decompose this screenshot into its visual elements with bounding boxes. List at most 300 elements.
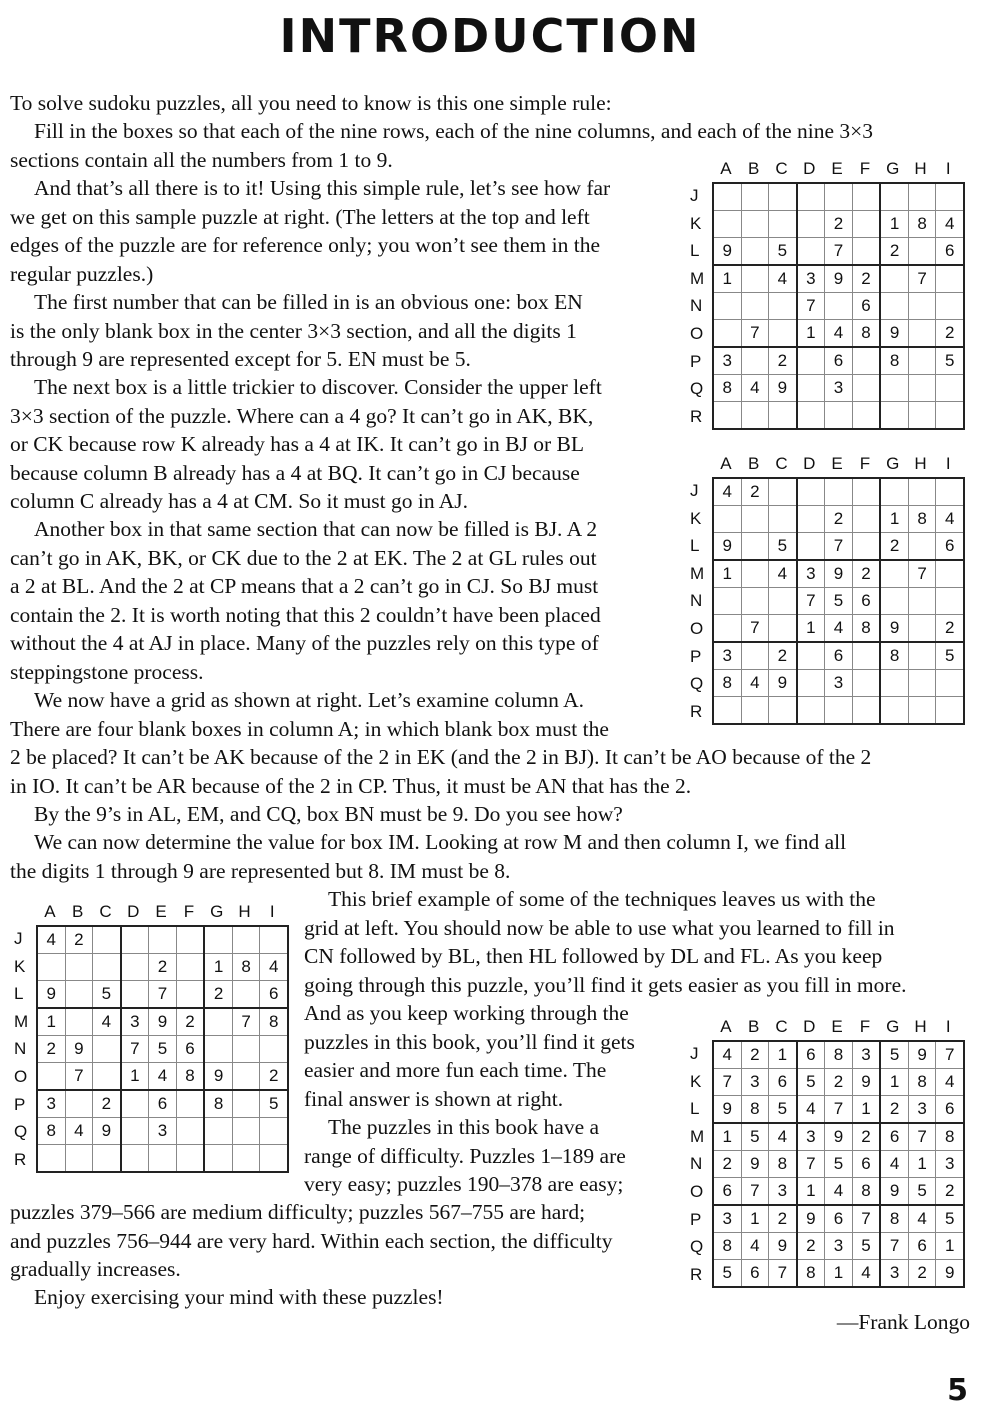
sudoku-cell: 2 xyxy=(936,615,964,643)
sudoku-cell: 8 xyxy=(37,1118,65,1145)
sudoku-cell: 9 xyxy=(713,238,741,266)
column-label: I xyxy=(269,902,275,921)
sudoku-cell: 2 xyxy=(65,926,93,954)
sudoku-cell: 8 xyxy=(908,506,936,533)
sudoku-cell xyxy=(825,478,853,506)
paragraph-4 xyxy=(10,288,670,374)
sudoku-cell: 8 xyxy=(908,211,936,238)
sudoku-cell: 6 xyxy=(825,347,853,375)
sudoku-cell xyxy=(176,981,204,1009)
sudoku-cell: 7 xyxy=(121,1036,149,1063)
sudoku-cell: 3 xyxy=(936,1151,964,1178)
column-label: A xyxy=(44,902,56,921)
paragraph-12 xyxy=(10,1283,690,1312)
sudoku-cell: 6 xyxy=(936,533,964,561)
column-label: G xyxy=(886,454,900,473)
column-label: H xyxy=(914,1017,927,1036)
sudoku-cell: 1 xyxy=(37,1008,65,1036)
sudoku-cell: 6 xyxy=(741,1260,769,1288)
sudoku-cell xyxy=(769,506,797,533)
row-label: K xyxy=(690,1071,702,1091)
column-label: G xyxy=(210,902,224,921)
sudoku-cell: 3 xyxy=(769,1178,797,1206)
row-label: P xyxy=(690,1209,702,1229)
sudoku-cell: 4 xyxy=(825,320,853,348)
sudoku-cell: 3 xyxy=(713,642,741,670)
sudoku-cell: 3 xyxy=(825,375,853,402)
sudoku-cell: 2 xyxy=(260,1063,288,1091)
sudoku-cell: 8 xyxy=(880,642,908,670)
text-line: very easy; puzzles 190–378 are easy; xyxy=(304,1172,624,1196)
sudoku-cell xyxy=(908,533,936,561)
sudoku-table xyxy=(712,477,965,725)
sudoku-cell: 6 xyxy=(260,981,288,1009)
sudoku-cell: 4 xyxy=(741,1233,769,1260)
row-label: R xyxy=(690,406,703,426)
sudoku-cell: 1 xyxy=(713,1123,741,1151)
sudoku-cell xyxy=(121,1090,149,1118)
row-label: N xyxy=(690,1154,703,1174)
signature: —Frank Longo xyxy=(836,1310,970,1334)
sudoku-cell xyxy=(65,1008,93,1036)
sudoku-cell: 7 xyxy=(936,1041,964,1069)
sudoku-cell xyxy=(37,1063,65,1091)
sudoku-cell xyxy=(121,926,149,954)
sudoku-cell: 9 xyxy=(769,375,797,402)
sudoku-cell: 7 xyxy=(741,615,769,643)
sudoku-table xyxy=(36,925,289,1173)
sudoku-cell: 4 xyxy=(852,1260,880,1288)
sudoku-cell: 7 xyxy=(825,533,853,561)
column-label: E xyxy=(831,1017,843,1036)
sudoku-cell xyxy=(852,642,880,670)
sudoku-cell xyxy=(93,926,121,954)
sudoku-cell: 9 xyxy=(825,1123,853,1151)
sudoku-cell: 9 xyxy=(880,615,908,643)
sudoku-cell: 1 xyxy=(880,1069,908,1096)
text-line: And as you keep working through the xyxy=(304,1001,629,1025)
sudoku-cell xyxy=(149,926,177,954)
sudoku-cell xyxy=(204,1008,232,1036)
text-line: sections contain all the numbers from 1 to 9. xyxy=(10,147,393,172)
sudoku-cell: 9 xyxy=(936,1260,964,1288)
sudoku-cell: 1 xyxy=(769,1041,797,1069)
text-line: range of difficulty. Puzzles 1–189 are xyxy=(304,1143,626,1168)
sudoku-cell xyxy=(797,211,825,238)
sudoku-cell xyxy=(825,183,853,211)
sudoku-cell xyxy=(741,211,769,238)
text-line: the digits 1 through 9 are represented but 8. IM must be 8. xyxy=(10,858,511,883)
sudoku-cell xyxy=(741,533,769,561)
row-label: O xyxy=(690,324,704,343)
sudoku-cell: 8 xyxy=(260,1008,288,1036)
row-label: L xyxy=(690,536,700,556)
sudoku-cell xyxy=(936,293,964,320)
sudoku-cell: 5 xyxy=(769,1096,797,1124)
sudoku-cell: 7 xyxy=(908,1123,936,1151)
row-label: Q xyxy=(690,674,704,694)
sudoku-cell: 4 xyxy=(769,560,797,588)
sudoku-cell xyxy=(713,588,741,615)
sudoku-cell xyxy=(880,588,908,615)
sudoku-cell xyxy=(713,506,741,533)
column-label: I xyxy=(945,1017,951,1036)
text-line: To solve sudoku puzzles, all you need to know is this one simple rule: xyxy=(10,91,612,115)
sudoku-cell xyxy=(908,478,936,506)
sudoku-cell: 4 xyxy=(260,954,288,981)
sudoku-cell: 9 xyxy=(713,1096,741,1124)
sudoku-cell: 8 xyxy=(741,1096,769,1124)
sudoku-cell xyxy=(741,560,769,588)
sudoku-cell: 8 xyxy=(908,1069,936,1096)
row-label: J xyxy=(690,481,699,500)
paragraph-8 xyxy=(10,800,950,829)
text-line: we get on this sample puzzle at right. (The letters at the top and left xyxy=(10,204,590,229)
sudoku-cell: 3 xyxy=(37,1090,65,1118)
sudoku-cell: 9 xyxy=(825,265,853,293)
row-label: P xyxy=(14,1094,26,1114)
sudoku-cell xyxy=(37,954,65,981)
sudoku-cell xyxy=(908,238,936,266)
text-line: regular puzzles.) xyxy=(10,261,154,286)
sudoku-cell: 9 xyxy=(93,1118,121,1145)
sudoku-cell xyxy=(880,670,908,697)
text-line: can’t go in AK, BK, or CK due to the 2 at EK. The 2 at GL rules out xyxy=(10,545,597,570)
sudoku-cell: 4 xyxy=(880,1151,908,1178)
sudoku-cell xyxy=(797,478,825,506)
sudoku-cell: 3 xyxy=(852,1041,880,1069)
column-label: F xyxy=(859,1017,871,1036)
sudoku-cell: 6 xyxy=(825,642,853,670)
sudoku-cell: 9 xyxy=(37,981,65,1009)
sudoku-cell: 6 xyxy=(880,1123,908,1151)
text-line: column C already has a 4 at CM. So it must go in AJ. xyxy=(10,489,469,513)
sudoku-cell xyxy=(121,1145,149,1173)
sudoku-cell: 1 xyxy=(852,1096,880,1124)
sudoku-cell: 8 xyxy=(232,954,260,981)
text-line: because column B already has a 4 at BQ. It can’t go in CJ because xyxy=(10,460,580,485)
sudoku-cell: 3 xyxy=(825,1233,853,1260)
sudoku-cell xyxy=(232,1145,260,1173)
sudoku-cell: 2 xyxy=(936,320,964,348)
sudoku-cell: 6 xyxy=(852,1151,880,1178)
sudoku-cell xyxy=(769,615,797,643)
column-label: A xyxy=(720,1017,732,1036)
text-line: puzzles in this book, you’ll find it gets xyxy=(304,1029,635,1054)
sudoku-cell xyxy=(880,402,908,430)
sudoku-cell xyxy=(769,183,797,211)
text-line: We can now determine the value for box IM. Looking at row M and then column I, we find all xyxy=(34,830,847,854)
sudoku-cell: 2 xyxy=(37,1036,65,1063)
text-line: 3×3 section of the puzzle. Where can a 4 go? It can’t go in AK, BK, xyxy=(10,403,594,428)
row-label: P xyxy=(690,351,702,371)
sudoku-cell xyxy=(825,293,853,320)
sudoku-cell: 8 xyxy=(769,1151,797,1178)
sudoku-cell: 8 xyxy=(852,320,880,348)
sudoku-cell: 1 xyxy=(797,1178,825,1206)
text-line: 2 be placed? It can’t be AK because of the 2 in EK (and the 2 in BJ). It can’t be AO because of the 2 xyxy=(10,745,872,769)
sudoku-cell xyxy=(232,1090,260,1118)
sudoku-cell xyxy=(936,697,964,725)
paragraph-3 xyxy=(10,174,670,288)
sudoku-cell: 7 xyxy=(797,1151,825,1178)
sudoku-cell: 2 xyxy=(825,211,853,238)
sudoku-cell xyxy=(741,183,769,211)
sudoku-cell: 2 xyxy=(852,265,880,293)
sudoku-cell xyxy=(121,1118,149,1145)
sudoku-cell xyxy=(204,1036,232,1063)
sudoku-cell: 5 xyxy=(936,347,964,375)
sudoku-cell: 5 xyxy=(769,533,797,561)
row-label: K xyxy=(690,508,702,528)
sudoku-cell xyxy=(713,211,741,238)
paragraph-6 xyxy=(10,515,670,686)
column-label: E xyxy=(831,159,843,178)
row-label: L xyxy=(690,241,700,261)
sudoku-cell xyxy=(713,320,741,348)
text-line: and puzzles 756–944 are very hard. Within each section, the difficulty xyxy=(10,1228,613,1253)
sudoku-cell xyxy=(880,697,908,725)
text-line: contain the 2. It is worth noting that this 2 couldn’t have been placed xyxy=(10,602,601,627)
sudoku-cell xyxy=(741,293,769,320)
sudoku-cell xyxy=(121,954,149,981)
text-line: going through this puzzle, you’ll find it gets easier as you fill in more. xyxy=(304,972,907,997)
sudoku-cell xyxy=(93,954,121,981)
sudoku-cell xyxy=(204,926,232,954)
sudoku-cell xyxy=(852,533,880,561)
sudoku-cell xyxy=(204,1145,232,1173)
sudoku-cell: 4 xyxy=(713,1041,741,1069)
column-label: B xyxy=(72,902,84,921)
sudoku-cell: 3 xyxy=(825,670,853,697)
paragraph-10a xyxy=(304,885,974,999)
row-label: O xyxy=(14,1067,28,1086)
sudoku-cell xyxy=(936,478,964,506)
column-label: A xyxy=(720,159,732,178)
sudoku-cell xyxy=(936,670,964,697)
sudoku-table xyxy=(712,1040,965,1288)
sudoku-cell xyxy=(769,320,797,348)
sudoku-cell xyxy=(936,375,964,402)
sudoku-cell xyxy=(232,981,260,1009)
sudoku-cell: 9 xyxy=(908,1041,936,1069)
sudoku-cell xyxy=(852,402,880,430)
sudoku-cell: 4 xyxy=(713,478,741,506)
sudoku-cell: 7 xyxy=(880,1233,908,1260)
sudoku-cell xyxy=(65,1090,93,1118)
sudoku-cell xyxy=(769,402,797,430)
sudoku-cell xyxy=(769,211,797,238)
text-line: Another box in that same section that can now be filled is BJ. A 2 xyxy=(34,517,598,541)
sudoku-cell xyxy=(908,293,936,320)
sudoku-cell xyxy=(908,183,936,211)
sudoku-cell: 9 xyxy=(769,670,797,697)
sudoku-cell: 1 xyxy=(880,211,908,238)
sudoku-cell xyxy=(825,402,853,430)
sudoku-cell xyxy=(797,533,825,561)
sudoku-cell xyxy=(769,293,797,320)
sudoku-cell: 5 xyxy=(908,1178,936,1206)
sudoku-cell: 9 xyxy=(825,560,853,588)
sudoku-cell: 2 xyxy=(936,1178,964,1206)
sudoku-cell: 6 xyxy=(936,1096,964,1124)
column-label: C xyxy=(775,1017,788,1036)
sudoku-cell: 7 xyxy=(65,1063,93,1091)
row-label: M xyxy=(14,1011,29,1031)
sudoku-cell xyxy=(936,265,964,293)
sudoku-cell: 6 xyxy=(936,238,964,266)
sudoku-cell xyxy=(769,588,797,615)
sudoku-cell: 4 xyxy=(37,926,65,954)
sudoku-cell: 3 xyxy=(797,265,825,293)
sudoku-cell: 4 xyxy=(936,1069,964,1096)
row-label: M xyxy=(690,268,705,288)
sudoku-cell: 5 xyxy=(852,1233,880,1260)
sudoku-cell: 4 xyxy=(825,615,853,643)
sudoku-cell: 6 xyxy=(149,1090,177,1118)
sudoku-cell xyxy=(852,375,880,402)
sudoku-cell: 4 xyxy=(741,375,769,402)
row-label: P xyxy=(690,646,702,666)
sudoku-cell xyxy=(936,560,964,588)
sudoku-cell: 3 xyxy=(908,1096,936,1124)
text-line: By the 9’s in AL, EM, and CQ, box BN must be 9. Do you see how? xyxy=(34,802,623,826)
sudoku-cell xyxy=(797,670,825,697)
sudoku-cell xyxy=(176,1090,204,1118)
sudoku-cell: 4 xyxy=(769,1123,797,1151)
row-label: R xyxy=(14,1149,27,1169)
sudoku-cell: 9 xyxy=(65,1036,93,1063)
row-label: J xyxy=(14,929,23,948)
sudoku-cell: 4 xyxy=(908,1205,936,1233)
sudoku-cell xyxy=(880,478,908,506)
sudoku-cell xyxy=(713,293,741,320)
sudoku-cell: 3 xyxy=(797,560,825,588)
sudoku-cell: 8 xyxy=(713,1233,741,1260)
column-label: F xyxy=(859,454,871,473)
sudoku-cell xyxy=(908,588,936,615)
sudoku-cell xyxy=(797,183,825,211)
text-line: gradually increases. xyxy=(10,1257,181,1281)
text-line: a 2 at BL. And the 2 at CP means that a 2 can’t go in CJ. So BJ must xyxy=(10,574,599,598)
row-label: K xyxy=(14,956,26,976)
sudoku-cell xyxy=(880,293,908,320)
sudoku-cell: 3 xyxy=(741,1069,769,1096)
sudoku-cell xyxy=(93,1036,121,1063)
sudoku-cell xyxy=(852,478,880,506)
sudoku-cell xyxy=(797,642,825,670)
column-label: F xyxy=(183,902,195,921)
sudoku-cell: 8 xyxy=(204,1090,232,1118)
row-label: N xyxy=(14,1039,27,1059)
sudoku-cell: 5 xyxy=(741,1123,769,1151)
sudoku-cell xyxy=(880,375,908,402)
sudoku-cell: 4 xyxy=(825,1178,853,1206)
sudoku-cell: 1 xyxy=(121,1063,149,1091)
sudoku-cell xyxy=(232,926,260,954)
sudoku-cell xyxy=(741,588,769,615)
sudoku-cell: 6 xyxy=(825,1205,853,1233)
row-label: O xyxy=(690,1182,704,1201)
sudoku-cell xyxy=(741,642,769,670)
sudoku-cell: 8 xyxy=(825,1041,853,1069)
sudoku-cell xyxy=(260,1036,288,1063)
sudoku-cell xyxy=(797,375,825,402)
sudoku-cell xyxy=(769,697,797,725)
sudoku-cell xyxy=(880,183,908,211)
sudoku-cell xyxy=(825,697,853,725)
column-label: H xyxy=(914,454,927,473)
sudoku-cell xyxy=(260,1118,288,1145)
column-label: C xyxy=(775,159,788,178)
sudoku-cell xyxy=(93,1145,121,1173)
sudoku-cell xyxy=(204,1118,232,1145)
sudoku-cell: 9 xyxy=(797,1205,825,1233)
sudoku-cell xyxy=(713,183,741,211)
sudoku-cell xyxy=(121,981,149,1009)
sudoku-cell: 2 xyxy=(769,347,797,375)
sudoku-cell: 8 xyxy=(797,1260,825,1288)
sudoku-cell: 1 xyxy=(713,265,741,293)
sudoku-cell: 7 xyxy=(908,560,936,588)
sudoku-cell: 2 xyxy=(741,478,769,506)
sudoku-cell xyxy=(852,670,880,697)
sudoku-cell: 5 xyxy=(936,1205,964,1233)
row-label: O xyxy=(690,619,704,638)
sudoku-cell xyxy=(741,265,769,293)
sudoku-cell xyxy=(713,402,741,430)
sudoku-cell xyxy=(852,211,880,238)
text-line: easier and more fun each time. The xyxy=(304,1058,607,1082)
sudoku-cell: 2 xyxy=(769,642,797,670)
sudoku-cell xyxy=(797,238,825,266)
sudoku-cell: 1 xyxy=(713,560,741,588)
text-line: grid at left. You should now be able to use what you learned to fill in xyxy=(304,915,895,940)
paragraph-10b xyxy=(304,999,684,1113)
sudoku-cell xyxy=(260,1145,288,1173)
sudoku-cell xyxy=(176,1145,204,1173)
text-line: without the 4 at AJ in place. Many of the puzzles rely on this type of xyxy=(10,631,599,655)
sudoku-cell: 4 xyxy=(936,211,964,238)
sudoku-cell xyxy=(908,402,936,430)
sudoku-cell: 1 xyxy=(936,1233,964,1260)
sudoku-cell xyxy=(232,1118,260,1145)
paragraph-1 xyxy=(10,89,950,118)
paragraph-5 xyxy=(10,373,670,516)
sudoku-cell: 8 xyxy=(936,1123,964,1151)
sudoku-cell: 3 xyxy=(713,1205,741,1233)
column-label: E xyxy=(155,902,167,921)
sudoku-cell xyxy=(908,615,936,643)
sudoku-cell xyxy=(908,670,936,697)
column-label: D xyxy=(803,454,816,473)
page-title: INTRODUCTION xyxy=(279,9,701,63)
row-label: J xyxy=(690,1044,699,1063)
row-label: L xyxy=(14,984,24,1004)
sudoku-cell: 5 xyxy=(936,642,964,670)
sudoku-cell xyxy=(936,402,964,430)
sudoku-cell: 2 xyxy=(880,1096,908,1124)
sudoku-cell xyxy=(908,347,936,375)
sudoku-cell: 8 xyxy=(852,1178,880,1206)
column-label: I xyxy=(945,159,951,178)
sudoku-cell xyxy=(176,926,204,954)
sudoku-cell: 7 xyxy=(149,981,177,1009)
sudoku-cell: 1 xyxy=(204,954,232,981)
column-label: D xyxy=(803,1017,816,1036)
text-line: steppingstone process. xyxy=(10,659,204,684)
sudoku-cell: 4 xyxy=(936,506,964,533)
